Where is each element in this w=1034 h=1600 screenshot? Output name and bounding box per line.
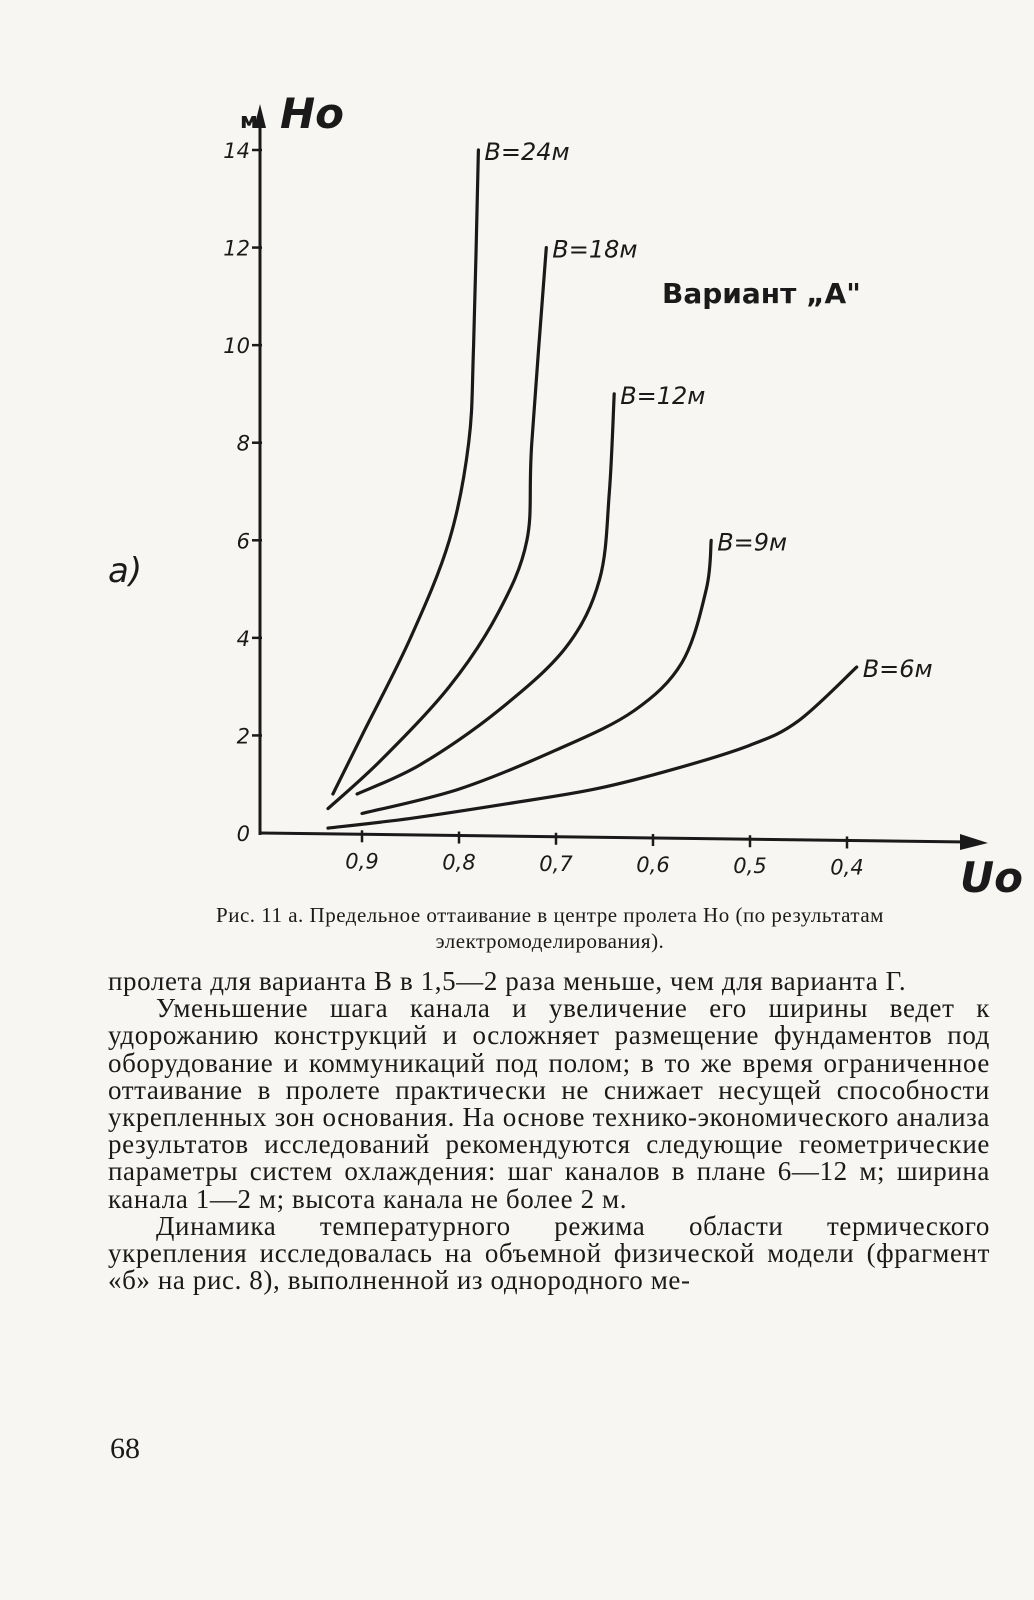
y-tick-label: 2 [236, 724, 250, 749]
y-tick-label: 6 [236, 529, 250, 554]
y-tick-label: 14 [223, 139, 250, 163]
x-tick-label: 0,7 [539, 851, 573, 876]
page-number: 68 [110, 1432, 140, 1465]
curve-B=12м [357, 394, 614, 794]
y-tick-label: 12 [223, 236, 250, 261]
y-ticks [223, 139, 262, 846]
paragraph-3: Динамика температурного режима области термического укрепления исследовалась на объемной физической модели (фрагмент «б» на рис. 8), выполненной из однородного ме- [108, 1210, 990, 1296]
y-tick-label: 8 [236, 431, 250, 456]
curve-label: B=12м [620, 381, 706, 410]
x-tick-label: 0,4 [830, 855, 864, 880]
x-axis-title: Uо [960, 853, 1023, 900]
curve-B=24м [333, 150, 479, 794]
curve-label: B=24м [484, 138, 570, 166]
x-tick-label: 0,5 [733, 854, 767, 879]
y-tick-label: 0 [236, 822, 250, 846]
paragraph-2: Уменьшение шага канала и увеличение его ширины ведет к удорожанию конструкций и осложняет размещение фундаментов под оборудование и коммуникаций под полом; в то же время ограниченное оттаивание в пролете практически не снижает несущей способности укрепленных зон основания. На основе технико-экономического анализа результатов исследований рекомендуются следующие геометрические параметры систем охлаждения: шаг каналов в плане 6—12 м; ширина канала 1—2 м; высота канала не более 2 м. [108, 993, 990, 1214]
caption-line-1: Рис. 11 а. Предельное оттаивание в центре пролета Hо (по результатам [216, 903, 884, 927]
variant-label: Вариант „А" [662, 277, 861, 310]
curves [328, 138, 933, 828]
curve-label: B=18м [552, 235, 638, 264]
curve-label: B=6м [862, 655, 933, 684]
x-axis-arrow [960, 834, 988, 850]
x-tick-label: 0,6 [636, 852, 670, 877]
body-text [108, 968, 990, 1294]
x-axis-line [260, 833, 968, 842]
panel-label: а) [108, 551, 143, 591]
y-tick-label: 10 [223, 334, 250, 359]
curve-B=18м [328, 248, 546, 809]
paragraph-1: пролета для варианта В в 1,5—2 раза меньше, чем для варианта Г. [108, 966, 907, 996]
figure-caption [110, 902, 990, 954]
y-axis-title: Hо [280, 89, 345, 138]
caption-line-2: электромоделирования). [435, 929, 665, 953]
x-tick-label: 0,9 [345, 849, 379, 874]
curve-label: B=9м [717, 528, 788, 557]
y-axis-unit: м [240, 109, 258, 134]
x-tick-label: 0,8 [442, 850, 476, 875]
y-tick-label: 4 [236, 626, 250, 651]
